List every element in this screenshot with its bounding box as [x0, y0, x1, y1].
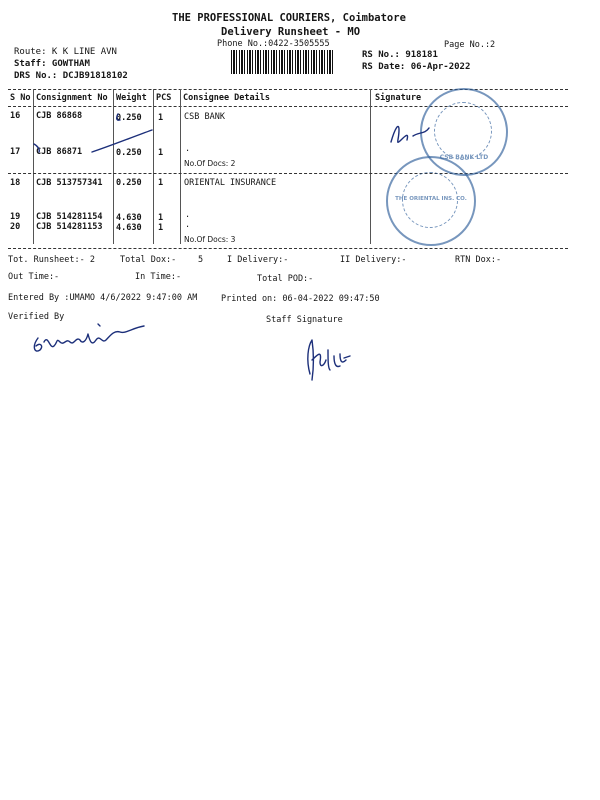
stamp-text: CSB BANK LTD [439, 154, 489, 161]
oriental-insurance-stamp [386, 156, 476, 246]
drs-number: DRS No.: DCJB91818102 [14, 71, 128, 81]
barcode [231, 50, 335, 74]
tick-marks [30, 108, 180, 158]
row-weight: 0.250 [116, 148, 142, 158]
ii-delivery: II Delivery:- [340, 255, 407, 265]
row-separator [8, 173, 568, 174]
row-pcs: 1 [158, 113, 164, 123]
staff-signature [300, 330, 360, 388]
col-divider [370, 89, 371, 244]
row-sno: 17 [10, 147, 21, 157]
col-divider [180, 89, 181, 244]
i-delivery: I Delivery:- [227, 255, 289, 265]
row-docs-count: No.Of Docs: 2 [184, 159, 236, 168]
row-consignee: . [185, 220, 191, 230]
row-consignee: . [185, 144, 191, 154]
row-sno: 19 [10, 212, 21, 222]
row-pcs: 1 [158, 213, 164, 223]
row-weight: 0.250 [116, 113, 142, 123]
printed-on: Printed on: 06-04-2022 09:47:50 [221, 294, 380, 304]
col-header-consignee: Consignee Details [183, 93, 270, 103]
col-header-pcs: PCS [156, 93, 172, 103]
row-sno: 18 [10, 178, 21, 188]
row-docs-count: No.Of Docs: 3 [184, 235, 236, 244]
rtn-dox: RTN Dox:- [455, 255, 502, 265]
row-consignment: CJB 514281153 [36, 222, 103, 232]
row-weight: 0.250 [116, 178, 142, 188]
document-subtitle: Delivery Runsheet - MO [221, 26, 361, 38]
entered-by: Entered By :UMAMO 4/6/2022 9:47:00 AM [8, 293, 198, 303]
table-bottom-rule [8, 248, 568, 249]
row-consignee: ORIENTAL INSURANCE [184, 178, 277, 188]
row-sno: 20 [10, 222, 21, 232]
col-header-weight: Weight [116, 93, 147, 103]
row-pcs: 1 [158, 223, 164, 233]
row-pcs: 1 [158, 178, 164, 188]
row-consignment: CJB 513757341 [36, 178, 103, 188]
total-dox-label: Total Dox:- [120, 255, 177, 265]
phone-number: Phone No.:0422-3505555 [217, 39, 330, 49]
recipient-signature [385, 118, 445, 154]
verified-by-label: Verified By [8, 312, 65, 322]
row-weight: 4.630 [116, 213, 142, 223]
rs-date: RS Date: 06-Apr-2022 [362, 62, 471, 72]
verifier-signature [28, 316, 158, 358]
stamp-text: THE ORIENTAL INS. CO. [395, 196, 467, 202]
staff-name: Staff: GOWTHAM [14, 59, 90, 69]
col-header-signature: Signature [375, 93, 422, 103]
out-time: Out Time:- [8, 272, 60, 282]
row-consignee: CSB BANK [184, 112, 225, 122]
total-dox-value: 5 [198, 255, 204, 265]
row-consignment: CJB 86871 [36, 147, 83, 157]
route: Route: K K LINE AVN [14, 47, 117, 57]
page-number: Page No.:2 [444, 40, 496, 50]
col-header-consignment: Consignment No [36, 93, 108, 103]
row-pcs: 1 [158, 148, 164, 158]
row-consignment: CJB 86868 [36, 111, 83, 121]
table-top-rule [8, 89, 568, 90]
row-consignment: CJB 514281154 [36, 212, 103, 222]
rs-number: RS No.: 918181 [362, 50, 438, 60]
in-time: In Time:- [135, 272, 182, 282]
row-consignee: . [185, 210, 191, 220]
total-runsheet: Tot. Runsheet:- 2 [8, 255, 95, 265]
row-sno: 16 [10, 111, 21, 121]
company-title: THE PROFESSIONAL COURIERS, Coimbatore [172, 12, 406, 24]
staff-signature-label: Staff Signature [266, 315, 343, 325]
col-header-sno: S No [10, 93, 31, 103]
row-weight: 4.630 [116, 223, 142, 233]
total-pod: Total POD:- [257, 274, 314, 284]
